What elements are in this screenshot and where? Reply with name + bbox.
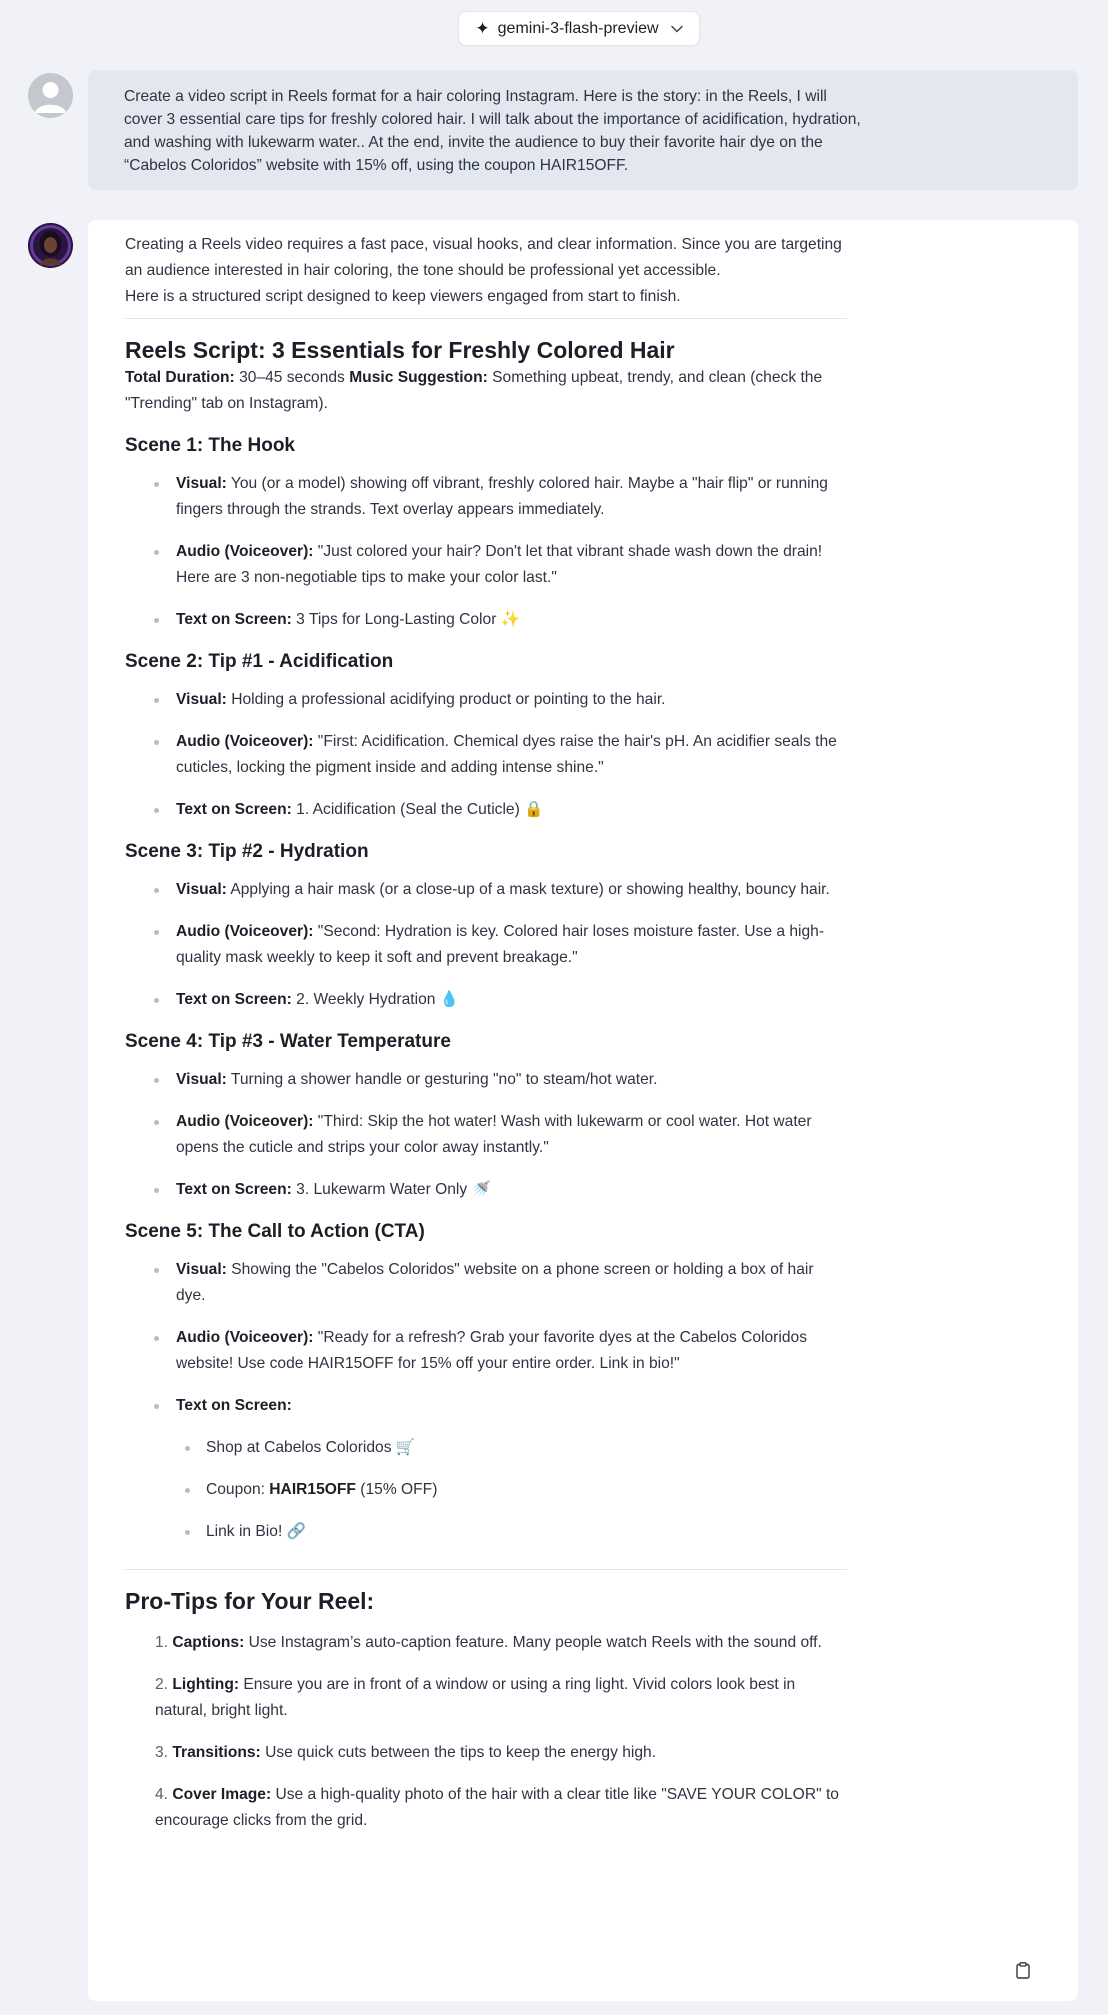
item-text: 1. Acidification (Seal the Cuticle) 🔒	[291, 801, 544, 818]
item-text: Ensure you are in front of a window or using a ring light. Vivid colors look best in natural, bright light.	[155, 1676, 796, 1719]
user-message	[88, 70, 1078, 190]
item-text: Holding a professional acidifying product or pointing to the hair.	[226, 691, 666, 708]
item-text: "Third: Skip the hot water! Wash with lukewarm or cool water. Hot water opens the cuticle and strips your color away instantly."	[176, 1113, 812, 1156]
scene-heading: Scene 3: Tip #2 - Hydration	[125, 841, 369, 862]
item-text: Turning a shower handle or gesturing "no" to steam/hot water.	[226, 1071, 658, 1088]
music-value: Something upbeat, trendy, and clean (check the "Trending" tab on Instagram).	[125, 369, 823, 412]
coupon-code: HAIR15OFF	[269, 1481, 356, 1498]
copy-button[interactable]	[1012, 1959, 1034, 1981]
list-item	[125, 797, 847, 823]
scene-heading: Scene 1: The Hook	[125, 435, 295, 456]
list-item	[125, 1109, 847, 1161]
script-meta	[125, 365, 847, 417]
item-label: Text on Screen:	[176, 801, 292, 818]
scene-list	[125, 1067, 847, 1203]
item-label: Text on Screen:	[176, 1397, 292, 1414]
script-title: Reels Script: 3 Essentials for Freshly Colored Hair	[125, 337, 675, 363]
item-number: 3.	[155, 1744, 169, 1761]
duration-label: Total Duration:	[125, 369, 235, 386]
item-label: Visual:	[176, 1261, 227, 1278]
list-item	[125, 607, 847, 633]
list-item	[125, 1257, 847, 1309]
item-text: 3 Tips for Long-Lasting Color ✨	[291, 611, 521, 628]
list-item	[125, 877, 847, 903]
list-item	[125, 1782, 847, 1834]
list-item	[125, 539, 847, 591]
list-item	[125, 729, 847, 781]
item-label: Text on Screen:	[176, 611, 292, 628]
list-item	[125, 687, 847, 713]
pro-tips-list	[125, 1630, 847, 1834]
divider	[125, 1569, 847, 1570]
item-number: 1.	[155, 1634, 169, 1651]
sub-list	[125, 1435, 847, 1545]
intro-paragraph: Creating a Reels video requires a fast pace, visual hooks, and clear information. Since you are targeting an audience interested in hair coloring, the tone should be professional yet accessible.	[125, 236, 842, 279]
item-label: Visual:	[176, 475, 227, 492]
item-text: "Second: Hydration is key. Colored hair loses moisture faster. Use a high-quality mask weekly to keep it soft and prevent breakage."	[176, 923, 825, 966]
music-label: Music Suggestion:	[349, 369, 488, 386]
list-item	[125, 1630, 847, 1656]
item-number: 4.	[155, 1786, 169, 1803]
list-item	[125, 1067, 847, 1093]
sub-list-item	[125, 1435, 847, 1461]
scene-heading: Scene 5: The Call to Action (CTA)	[125, 1221, 425, 1242]
assistant-avatar	[28, 223, 73, 268]
list-item	[125, 1177, 847, 1203]
sub-list-item	[125, 1519, 847, 1545]
scene-list	[125, 471, 847, 633]
sparkle-icon: ✦	[475, 19, 490, 38]
sub-list-item	[125, 1477, 847, 1503]
divider	[125, 318, 847, 319]
sub-item-text: Coupon:	[206, 1481, 270, 1498]
item-label: Cover Image:	[172, 1786, 272, 1803]
assistant-message	[88, 220, 1078, 2001]
assistant-message-content	[125, 232, 847, 1850]
clipboard-icon	[1016, 1962, 1030, 1979]
item-label: Audio (Voiceover):	[176, 543, 314, 560]
list-item	[125, 1325, 847, 1377]
item-text: "Ready for a refresh? Grab your favorite dyes at the Cabelos Coloridos website! Use code HAIR15OFF for 15% off your entire order. Link in bio!"	[176, 1329, 807, 1372]
item-label: Lighting:	[172, 1676, 240, 1693]
list-item	[125, 471, 847, 523]
item-label: Audio (Voiceover):	[176, 1113, 314, 1130]
item-label: Text on Screen:	[176, 1181, 292, 1198]
sub-item-text: Link in Bio! 🔗	[206, 1523, 307, 1540]
user-message-text: Create a video script in Reels format for a hair coloring Instagram. Here is the story: in the Reels, I will cover 3 essential care tips for freshly colored hair. I will talk about the importance of acidification, hydration, and washing with lukewarm water.. At the end, invite the audience to buy their favorite hair dye on the “Cabelos Coloridos” website with 15% off, using the coupon HAIR15OFF.	[124, 88, 861, 174]
scene-heading: Scene 4: Tip #3 - Water Temperature	[125, 1031, 451, 1052]
item-label: Audio (Voiceover):	[176, 1329, 314, 1346]
list-item	[125, 987, 847, 1013]
user-avatar	[28, 73, 73, 118]
item-label: Transitions:	[172, 1744, 261, 1761]
list-item	[125, 1393, 847, 1545]
item-text: 2. Weekly Hydration 💧	[291, 991, 460, 1008]
item-label: Captions:	[172, 1634, 245, 1651]
scene-list	[125, 1257, 847, 1545]
sub-item-text: (15% OFF)	[355, 1481, 438, 1498]
intro-paragraph-2: Here is a structured script designed to keep viewers engaged from start to finish.	[125, 288, 681, 305]
item-label: Visual:	[176, 1071, 227, 1088]
list-item	[125, 1672, 847, 1724]
scene-list	[125, 687, 847, 823]
item-text: Use Instagram’s auto-caption feature. Many people watch Reels with the sound off.	[244, 1634, 822, 1651]
item-label: Text on Screen:	[176, 991, 292, 1008]
item-text: You (or a model) showing off vibrant, freshly colored hair. Maybe a "hair flip" or running fingers through the strands. Text overlay appears immediately.	[176, 475, 828, 518]
item-label: Visual:	[176, 881, 227, 898]
item-text: "Just colored your hair? Don't let that vibrant shade wash down the drain! Here are 3 non-negotiable tips to make your color last."	[176, 543, 823, 586]
item-text: Showing the "Cabelos Coloridos" website on a phone screen or holding a box of hair dye.	[176, 1261, 814, 1304]
item-text: Use quick cuts between the tips to keep the energy high.	[260, 1744, 657, 1761]
item-label: Visual:	[176, 691, 227, 708]
pro-tips-title: Pro-Tips for Your Reel:	[125, 1588, 375, 1614]
item-text: "First: Acidification. Chemical dyes raise the hair's pH. An acidifier seals the cuticles, locking the pigment inside and adding intense shine."	[176, 733, 837, 776]
duration-value: 30–45 seconds	[234, 369, 350, 386]
model-selector[interactable]	[458, 11, 700, 46]
chevron-down-icon	[671, 22, 683, 36]
item-label: Audio (Voiceover):	[176, 733, 314, 750]
item-label: Audio (Voiceover):	[176, 923, 314, 940]
item-text: Applying a hair mask (or a close-up of a mask texture) or showing healthy, bouncy hair.	[226, 881, 830, 898]
scene-list	[125, 877, 847, 1013]
item-number: 2.	[155, 1676, 169, 1693]
item-text: 3. Lukewarm Water Only 🚿	[291, 1181, 491, 1198]
model-name: gemini-3-flash-preview	[497, 19, 659, 37]
item-text: Use a high-quality photo of the hair with a clear title like "SAVE YOUR COLOR" to encourage clicks from the grid.	[155, 1786, 839, 1829]
scene-heading: Scene 2: Tip #1 - Acidification	[125, 651, 394, 672]
list-item	[125, 1740, 847, 1766]
list-item	[125, 919, 847, 971]
sub-item-text: Shop at Cabelos Coloridos 🛒	[206, 1439, 416, 1456]
